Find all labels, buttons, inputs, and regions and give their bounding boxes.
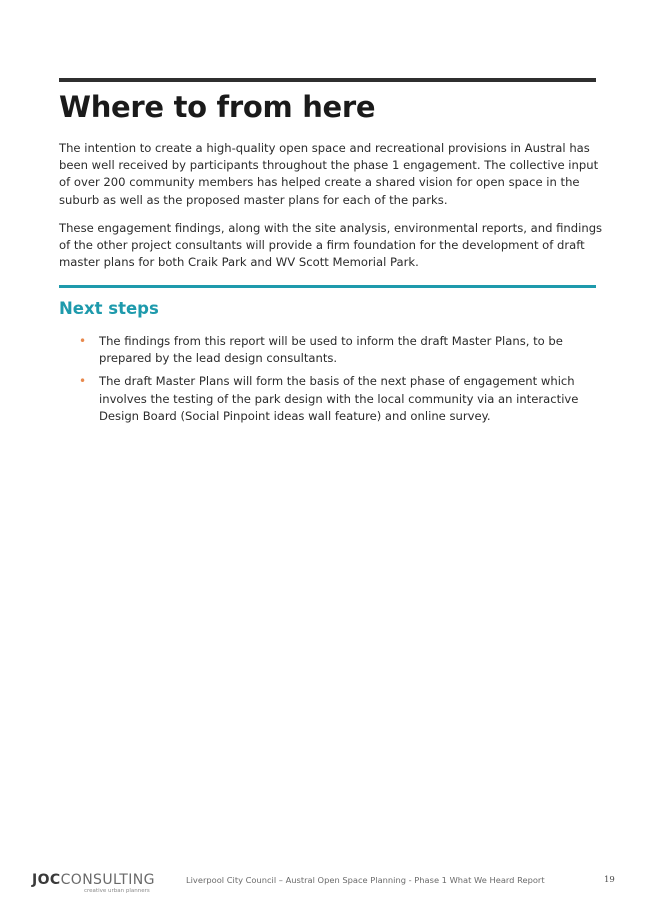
next-steps-list [59,333,604,431]
next-steps-heading: Next steps [59,299,159,318]
intro-paragraph: The intention to create a high-quality open space and recreational provisions in Austral has been well received by participants throughout the phase 1 engagement. The collective input of over 200 community members has helped create a shared vision for open space in the suburb as well as the proposed master plans for each of the parks. [59,141,599,207]
list-item [59,373,604,425]
footer-report-title: Liverpool City Council – Austral Open Space Planning - Phase 1 What We Heard Report [186,875,545,885]
top-divider [59,78,596,82]
list-item-text: The findings from this report will be used to inform the draft Master Plans, to be prepared by the lead design consultants. [99,334,563,366]
list-item-text: The draft Master Plans will form the basis of the next phase of engagement which involves the testing of the park design with the local community via an interactive Design Board (Social Pinpoint ideas wall feature) and online survey. [99,374,579,423]
page-title: Where to from here [59,90,376,124]
logo-tagline: creative urban planners [84,888,150,894]
list-item [59,333,604,367]
findings-paragraph: These engagement findings, along with the site analysis, environmental reports, and findings of the other project consultants will provide a firm foundation for the development of draft master plans for both Craik Park and WV Scott Memorial Park. [59,221,603,270]
bullet-icon: • [79,334,87,348]
section-divider [59,285,596,288]
company-logo [32,872,155,888]
bullet-icon: • [79,374,87,389]
logo-light-text: CONSULTING [60,872,155,888]
logo-bold-text: JOC [32,872,61,888]
page-footer [0,868,653,898]
page-number: 19 [604,875,615,885]
